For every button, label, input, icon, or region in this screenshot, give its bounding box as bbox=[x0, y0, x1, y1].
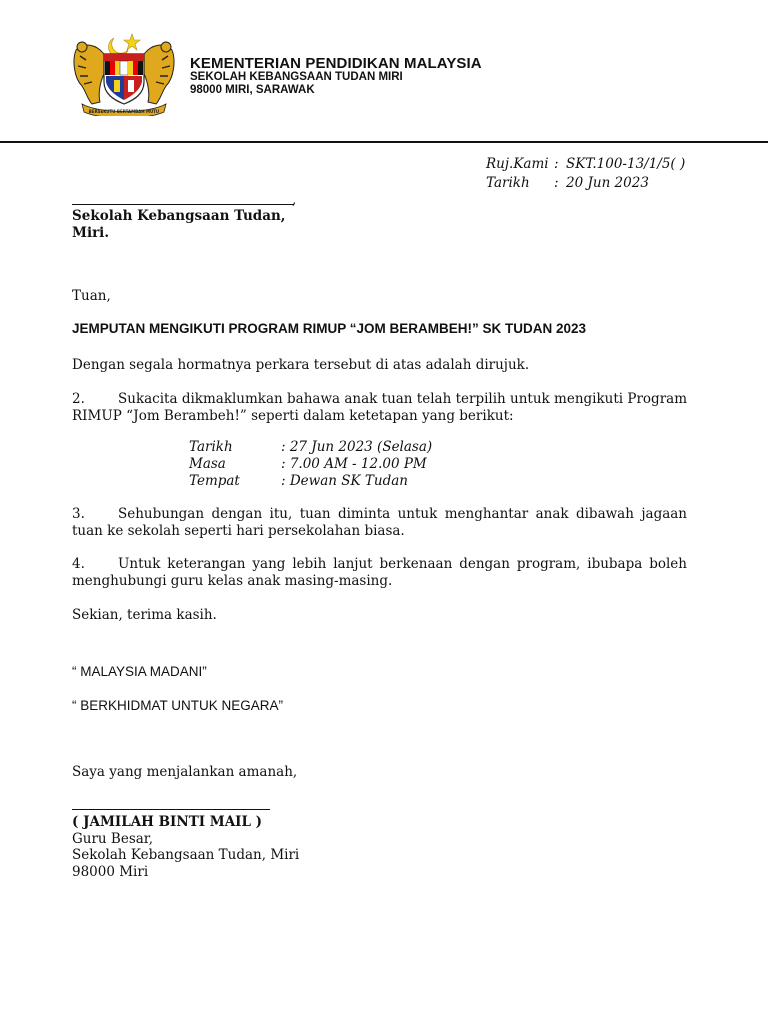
ruj-value: SKT.100-13/1/5( ) bbox=[566, 156, 686, 172]
paragraph-4-number: 4. bbox=[72, 556, 85, 572]
sign-off: Saya yang menjalankan amanah, bbox=[72, 764, 298, 780]
tarikh-colon: : bbox=[554, 175, 559, 191]
signatory-postcode: 98000 Miri bbox=[72, 864, 149, 880]
ruj-label: Ruj.Kami bbox=[486, 156, 549, 172]
closing-line: Sekian, terima kasih. bbox=[72, 607, 217, 623]
slogan-berkhidmat: “ BERKHIDMAT UNTUK NEGARA” bbox=[72, 698, 284, 713]
date-row bbox=[486, 175, 746, 192]
event-time-row bbox=[189, 456, 489, 473]
recipient-blank-line bbox=[72, 190, 294, 205]
paragraph-4 bbox=[72, 556, 687, 590]
school-address: 98000 MIRI, SARAWAK bbox=[190, 84, 315, 96]
paragraph-2-text: Sukacita dikmaklumkan bahawa anak tuan telah terpilih untuk mengikuti Program RIMUP “Jom Berambeh!” seperti dalam ketetapan yang berikut: bbox=[72, 391, 687, 424]
ruj-colon: : bbox=[554, 156, 559, 172]
reference-row bbox=[486, 156, 746, 173]
event-time-value: : 7.00 AM - 12.00 PM bbox=[281, 456, 427, 472]
tarikh-label: Tarikh bbox=[486, 175, 530, 191]
event-date-label: Tarikh bbox=[189, 439, 233, 455]
event-venue-label: Tempat bbox=[189, 473, 240, 489]
tarikh-value: 20 Jun 2023 bbox=[566, 175, 649, 191]
paragraph-3-number: 3. bbox=[72, 506, 85, 522]
paragraph-2 bbox=[72, 391, 687, 425]
salutation: Tuan, bbox=[72, 288, 111, 304]
letterhead-divider bbox=[0, 141, 768, 143]
event-date-value: : 27 Jun 2023 (Selasa) bbox=[281, 439, 433, 455]
slogan-malaysia-madani: “ MALAYSIA MADANI” bbox=[72, 664, 207, 679]
event-venue-value: : Dewan SK Tudan bbox=[281, 473, 408, 489]
event-date-row bbox=[189, 439, 489, 456]
paragraph-1: Dengan segala hormatnya perkara tersebut di atas adalah dirujuk. bbox=[72, 357, 530, 373]
shield-icon bbox=[104, 54, 144, 104]
signatory-name: ( JAMILAH BINTI MAIL ) bbox=[72, 814, 263, 830]
event-time-label: Masa bbox=[189, 456, 226, 472]
coat-of-arms-logo bbox=[70, 30, 178, 116]
ministry-name: KEMENTERIAN PENDIDIKAN MALAYSIA bbox=[190, 55, 482, 72]
left-tiger-icon bbox=[74, 42, 104, 104]
letter-subject: JEMPUTAN MENGIKUTI PROGRAM RIMUP “JOM BERAMBEH!” SK TUDAN 2023 bbox=[72, 321, 587, 336]
school-name: SEKOLAH KEBANGSAAN TUDAN MIRI bbox=[190, 71, 403, 83]
signatory-org: Sekolah Kebangsaan Tudan, Miri bbox=[72, 847, 300, 863]
event-venue-row bbox=[189, 473, 489, 490]
paragraph-2-number: 2. bbox=[72, 391, 85, 407]
recipient-blank-comma: , bbox=[292, 192, 297, 208]
signatory-title: Guru Besar, bbox=[72, 831, 154, 847]
paragraph-4-text: Untuk keterangan yang lebih lanjut berkenaan dengan program, ibubapa boleh menghubungi guru kelas anak masing-masing. bbox=[72, 556, 687, 589]
crest-motto: BERSEKUTU BERTAMBAH MUTU bbox=[88, 109, 160, 114]
recipient-line-2: Miri. bbox=[72, 225, 110, 241]
paragraph-3 bbox=[72, 506, 687, 540]
recipient-line-1: Sekolah Kebangsaan Tudan, bbox=[72, 208, 286, 224]
paragraph-3-text: Sehubungan dengan itu, tuan diminta untuk menghantar anak dibawah jagaan tuan ke sekolah seperti hari persekolahan biasa. bbox=[72, 506, 687, 539]
right-tiger-icon bbox=[144, 42, 174, 104]
star-icon bbox=[124, 34, 140, 50]
signature-line bbox=[72, 797, 270, 810]
